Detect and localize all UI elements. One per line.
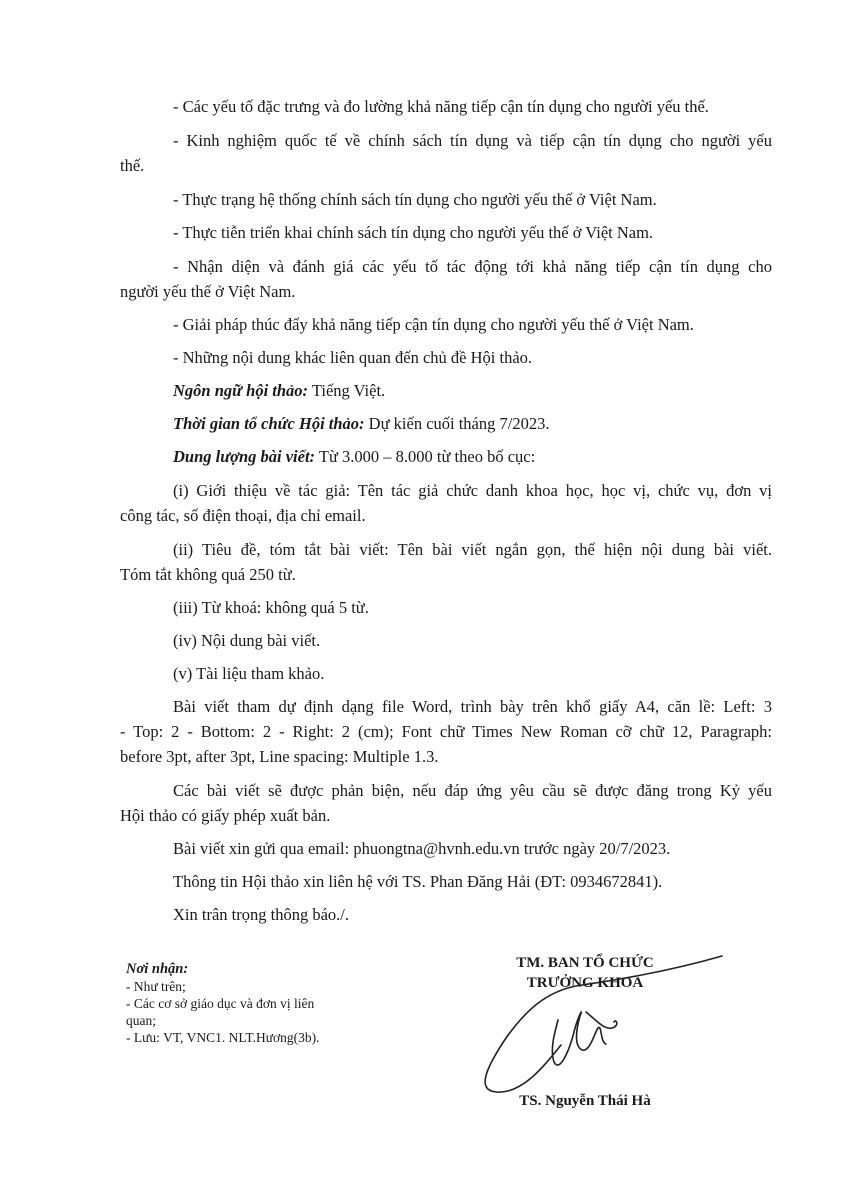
closing-line: Xin trân trọng thông báo./. [173,905,349,924]
recipient-line: - Như trên; [126,979,186,994]
recipient-line: quan; [126,1013,156,1028]
item-ii-cont: Tóm tắt không quá 250 từ. [120,565,296,584]
language-label: Ngôn ngữ hội thảo: [173,381,309,400]
email-line: Bài viết xin gửi qua email: phuongtna@hvnh.edu.vn trước ngày 20/7/2023. [173,839,671,858]
item-i-cont: công tác, số điện thoại, địa chỉ email. [120,506,366,525]
contact-line: Thông tin Hội thảo xin liên hệ với TS. Phan Đăng Hải (ĐT: 0934672841). [173,872,663,891]
length-value: Từ 3.000 – 8.000 từ theo bố cục: [315,447,536,466]
item-ii: (ii) Tiêu đề, tóm tắt bài viết: Tên bài viết ngắn gọn, thể hiện nội dung bài viết. [173,540,772,559]
topic-2-cont: thế. [120,156,145,175]
item-i: (i) Giới thiệu về tác giả: Tên tác giả chức danh khoa học, học vị, chức vụ, đơn vị [173,481,772,500]
time-label: Thời gian tổ chức Hội thảo: [173,414,365,433]
length-line [173,447,535,467]
length-label: Dung lượng bài viết: [173,447,316,466]
topic-2: - Kinh nghiệm quốc tế về chính sách tín dụng và tiếp cận tín dụng cho người yếu [173,131,772,150]
item-iv: (iv) Nội dung bài viết. [173,631,321,650]
format-line-2: - Top: 2 - Bottom: 2 - Right: 2 (cm); Font chữ Times New Roman cỡ chữ 12, Paragraph: [120,722,772,741]
topic-4: - Thực tiễn triển khai chính sách tín dụng cho người yếu thế ở Việt Nam. [173,223,654,242]
language-line [173,381,385,401]
recipients-title: Nơi nhận: [126,961,189,977]
item-v: (v) Tài liệu tham khảo. [173,664,325,683]
signature-title-2: TRƯỞNG KHOA [526,975,644,991]
review-line-1: Các bài viết sẽ được phản biện, nếu đáp ứng yêu cầu sẽ được đăng trong Kỷ yếu [173,781,772,800]
format-line-1: Bài viết tham dự định dạng file Word, trình bày trên khổ giấy A4, căn lề: Left: 3 [173,697,772,716]
handwritten-signature [466,950,736,1100]
signer-name: TS. Nguyễn Thái Hà [519,1093,651,1109]
topic-6: - Giải pháp thúc đẩy khả năng tiếp cận tín dụng cho người yếu thế ở Việt Nam. [173,315,694,334]
topic-7: - Những nội dung khác liên quan đến chủ đề Hội thảo. [173,348,533,367]
recipient-line: - Lưu: VT, VNC1. NLT.Hương(3b). [126,1030,320,1045]
signature-title-1: TM. BAN TỔ CHỨC [516,955,654,971]
topic-5-cont: người yếu thế ở Việt Nam. [120,282,296,301]
topic-1: - Các yếu tố đặc trưng và đo lường khả năng tiếp cận tín dụng cho người yếu thế. [173,97,709,116]
time-line [173,414,549,434]
recipients-block [126,960,320,1046]
format-line-3: before 3pt, after 3pt, Line spacing: Multiple 1.3. [120,747,439,766]
item-iii: (iii) Từ khoá: không quá 5 từ. [173,598,369,617]
topic-3: - Thực trạng hệ thống chính sách tín dụng cho người yếu thế ở Việt Nam. [173,190,657,209]
recipient-line: - Các cơ sở giáo dục và đơn vị liên [126,996,315,1011]
language-value: Tiếng Việt. [308,381,386,400]
topic-5: - Nhận diện và đánh giá các yếu tố tác động tới khả năng tiếp cận tín dụng cho [173,257,772,276]
review-line-2: Hội thảo có giấy phép xuất bản. [120,806,331,825]
time-value: Dự kiến cuối tháng 7/2023. [364,414,550,433]
